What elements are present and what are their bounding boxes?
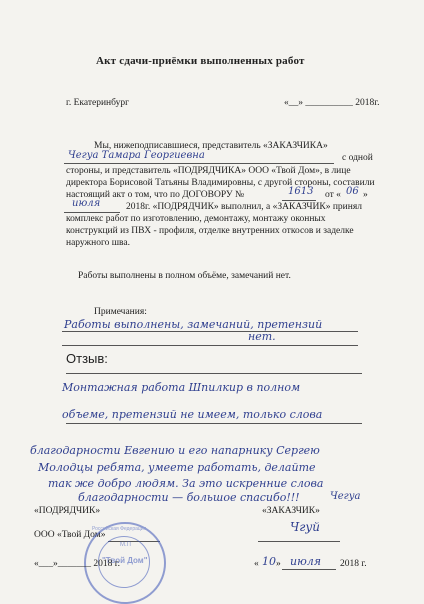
intro-from: от « xyxy=(325,190,341,200)
review-line-2 xyxy=(66,423,362,424)
review-handwritten-line-2: объеме, претензий не имеем, только слова xyxy=(62,408,323,421)
contractor-label: «ПОДРЯДЧИК» xyxy=(34,506,101,516)
contract-day: 06 xyxy=(346,186,359,197)
customer-date-open: « xyxy=(254,559,259,569)
intro-line-6: 2018г. «ПОДРЯДЧИК» выполнил, а «ЗАКАЗЧИК» принял xyxy=(126,202,362,212)
intro-line-1: Мы, нижеподписавшиеся, представитель «ЗАКАЗЧИКА» xyxy=(94,141,328,151)
completion-statement: Работы выполнены в полном объёме, замечаний нет. xyxy=(78,271,291,281)
contractor-company: ООО «Твой Дом» xyxy=(34,530,106,540)
stamp-company-name: "Твой Дом" xyxy=(102,556,148,565)
customer-label: «ЗАКАЗЧИК» xyxy=(262,506,320,516)
customer-date-mid: » xyxy=(276,559,281,569)
intro-line-4: директора Борисовой Татьяны Владимировны, с другой стороны, составили xyxy=(66,178,375,188)
customer-signature-line xyxy=(258,541,340,542)
customer-date-month-line xyxy=(282,569,336,570)
intro-line-8: конструкций из ПВХ - профиля, отделке внутренних откосов и заделке xyxy=(66,226,354,236)
customer-date-month: июля xyxy=(290,555,322,568)
stamp-mp: М.П xyxy=(120,542,131,548)
notes-handwritten-line-1: Работы выполнены, замечаний, претензий xyxy=(64,318,323,331)
notes-line-1 xyxy=(62,331,358,332)
review-label: Отзыв: xyxy=(66,351,108,366)
notes-label: Примечания: xyxy=(94,307,147,317)
intro-line-9: наружного шва. xyxy=(66,238,130,248)
review-signature: Чегуа xyxy=(330,491,361,502)
intro-line-5: настоящий акт о том, что по ДОГОВОРУ № xyxy=(66,190,245,200)
document-date: «__» __________ 2018г. xyxy=(284,98,380,108)
review-handwritten-line-3: благодарности Евгению и его напарнику Сергею xyxy=(30,444,320,457)
customer-name-handwritten: Чегуа Тамара Георгиевна xyxy=(68,150,205,161)
review-handwritten-line-6: благодарности — большое спасибо!!! xyxy=(78,491,300,504)
document-title: Акт сдачи-приёмки выполненных работ xyxy=(96,55,305,67)
notes-handwritten-line-2: нет. xyxy=(248,330,276,343)
customer-date-day: 10 xyxy=(262,555,276,568)
intro-line-7: комплекс работ по изготовлению, демонтажу, монтажу оконных xyxy=(66,214,326,224)
customer-date-year: 2018 г. xyxy=(340,559,367,569)
review-handwritten-line-4: Молодцы ребята, умеете работать, делайте xyxy=(38,461,316,474)
intro-quote-close: » xyxy=(363,190,368,200)
review-handwritten-line-1: Монтажная работа Шпилкир в полном xyxy=(62,381,301,394)
intro-line-3: стороны, и представитель «ПОДРЯДЧИКА» ООО «Твой Дом», в лице xyxy=(66,166,351,176)
customer-name-line xyxy=(64,163,334,164)
customer-signature: Чгуй xyxy=(290,520,321,534)
contract-month: июля xyxy=(72,198,101,209)
contract-number: 1613 xyxy=(288,186,314,197)
review-handwritten-line-5: так же добро людям. За это искренние слова xyxy=(48,477,324,490)
intro-one-side: с одной xyxy=(342,153,373,163)
city: г. Екатеринбург xyxy=(66,98,129,108)
review-line-1 xyxy=(66,373,362,374)
contractor-date: «___»_______ 2018 г. xyxy=(34,559,120,569)
stamp-ring-text: Российская Федерация xyxy=(92,526,147,532)
notes-line-2 xyxy=(62,345,358,346)
